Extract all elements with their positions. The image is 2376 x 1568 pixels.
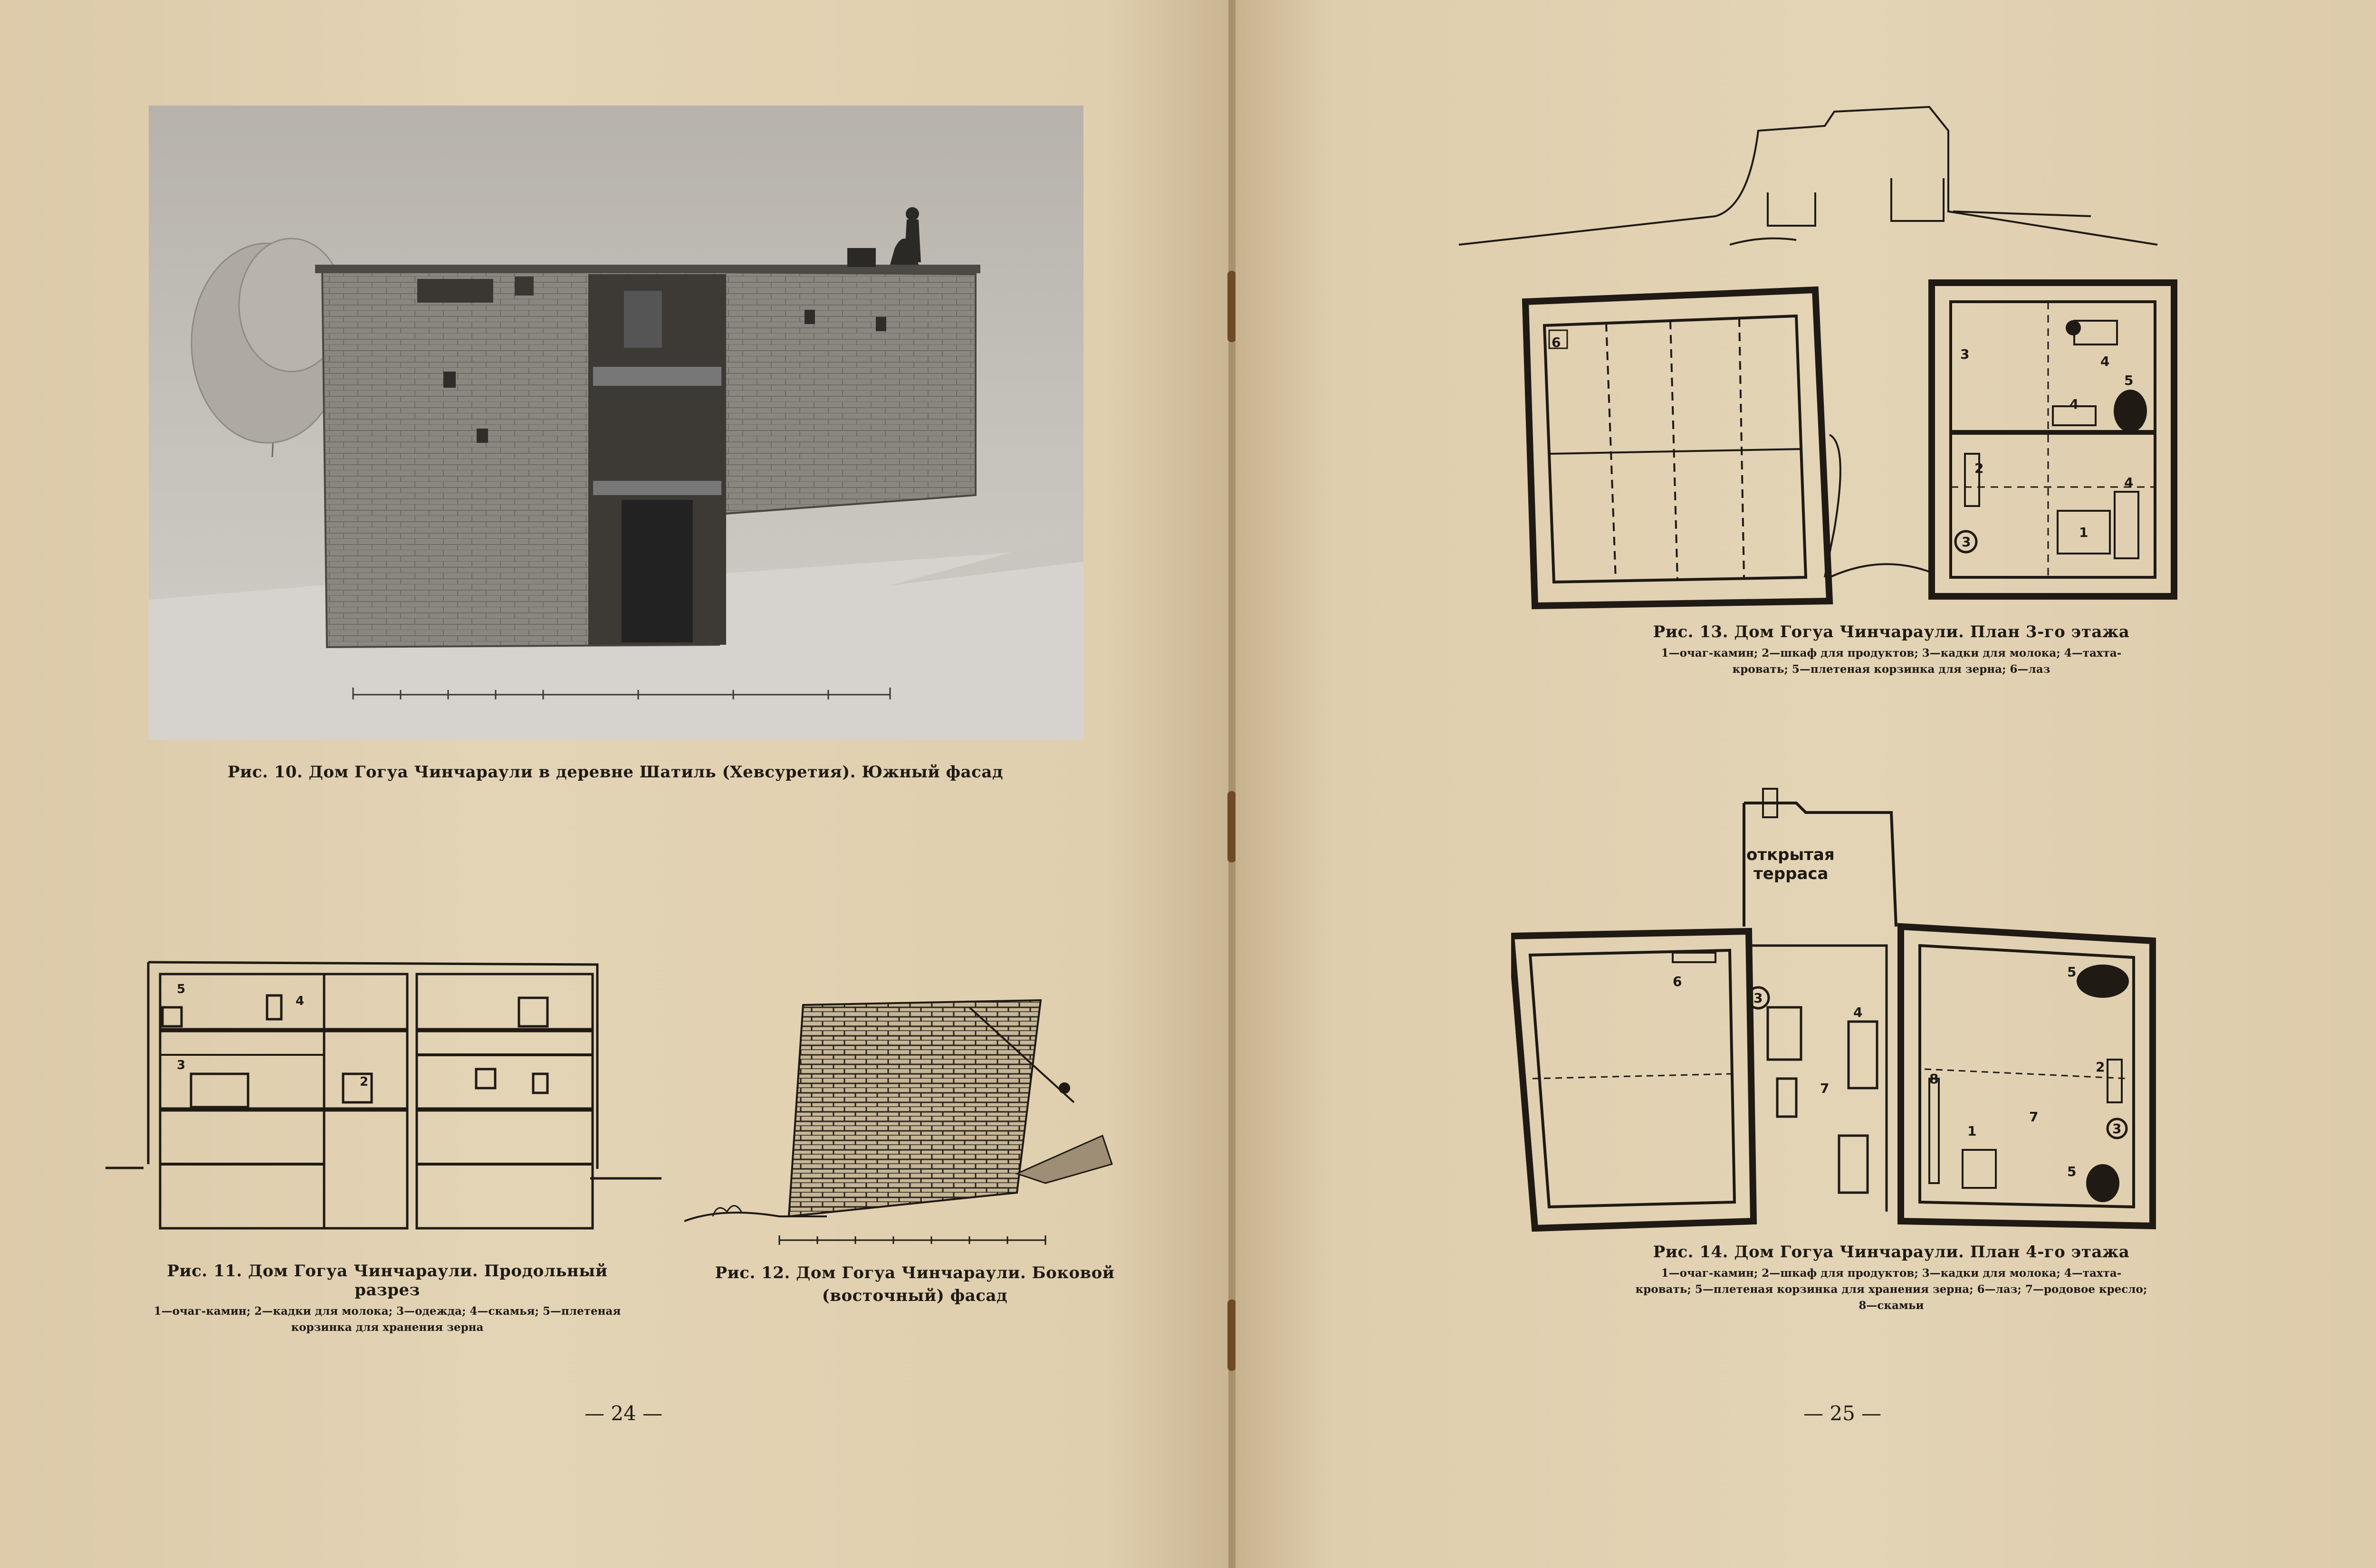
staple-top xyxy=(1227,271,1236,342)
fig11-label-2: 2 xyxy=(360,1075,369,1089)
fig13-label-5: 5 xyxy=(2124,373,2134,388)
fig14-label-1: 1 xyxy=(1967,1123,1977,1139)
fig14-label-4: 4 xyxy=(1853,1004,1863,1020)
fig13-title: Рис. 13. Дом Гогуа Чинчараули. План 3-го этажа xyxy=(1653,622,2130,641)
fig11-title: Рис. 11. Дом Гогуа Чинчараули. Продольный разрез xyxy=(167,1262,608,1300)
staple-bottom xyxy=(1227,1300,1236,1371)
fig13-legend: 1—очаг-камин; 2—шкаф для продуктов; 3—кадки для молока; 4—тахта-кровать; 5—плетеная корзинка для зерна; 6—лаз xyxy=(1661,647,2122,676)
fig14-label-7b: 7 xyxy=(2029,1109,2039,1125)
fig12-east-facade xyxy=(684,993,1131,1250)
fig14-label-2: 2 xyxy=(2096,1059,2105,1075)
fig10-south-facade-image xyxy=(149,105,1083,740)
fig13-third-floor-plan xyxy=(1454,102,2262,615)
fig13-label-4a: 4 xyxy=(2100,354,2110,369)
fig13-label-6: 6 xyxy=(1552,335,1561,350)
fig11-caption xyxy=(138,1262,637,1336)
right-page-number: — 25 — xyxy=(1803,1402,1882,1425)
fig14-terrace-line2: терраса xyxy=(1753,864,1829,883)
fig11-longitudinal-section xyxy=(105,955,661,1231)
fig14-label-5a: 5 xyxy=(2067,964,2077,980)
staple-middle xyxy=(1227,791,1236,862)
fig13-label-4b: 4 xyxy=(2069,396,2079,412)
fig14-caption xyxy=(1559,1243,2224,1314)
fig11-label-3: 3 xyxy=(177,1058,186,1072)
fig11-label-5: 5 xyxy=(177,982,186,996)
fig10-caption: Рис. 10. Дом Гогуа Чинчараули в деревне Шатиль (Хевсуретия). Южный фасад xyxy=(227,763,1004,782)
fig13-label-3b: 3 xyxy=(1962,534,1971,550)
fig14-label-6: 6 xyxy=(1673,974,1682,989)
fig11-legend: 1—очаг-камин; 2—кадки для молока; 3—одежда; 4—скамья; 5—плетеная корзинка для хранения зерна xyxy=(153,1305,621,1334)
fig14-label-8: 8 xyxy=(1929,1071,1939,1087)
fig14-fourth-floor-plan xyxy=(1511,784,2252,1240)
fig14-title: Рис. 14. Дом Гогуа Чинчараули. План 4-го этажа xyxy=(1653,1243,2130,1262)
fig13-label-3a: 3 xyxy=(1960,346,1970,362)
fig13-label-1: 1 xyxy=(2079,525,2089,540)
fig14-legend: 1—очаг-камин; 2—шкаф для продуктов; 3—кадки для молока; 4—тахта-кровать; 5—плетеная корзинка для хранения зерна; 6—лаз; 7—родовое кресло; 8—скамьи xyxy=(1635,1267,2147,1312)
left-page-number: — 24 — xyxy=(584,1402,663,1425)
fig13-caption xyxy=(1559,622,2224,678)
fig14-label-7a: 7 xyxy=(1820,1080,1830,1096)
fig11-label-4: 4 xyxy=(296,994,305,1008)
fig14-label-3b: 3 xyxy=(2112,1121,2122,1137)
right-page xyxy=(1236,0,2376,1568)
fig13-label-4c: 4 xyxy=(2124,475,2134,490)
fig13-label-2: 2 xyxy=(1974,460,1984,476)
fig14-label-5b: 5 xyxy=(2067,1164,2077,1179)
fig14-terrace-line1: открытая xyxy=(1746,845,1835,864)
fig12-caption: Рис. 12. Дом Гогуа Чинчараули. Боковой (восточный) фасад xyxy=(715,1263,1115,1305)
fig14-label-3a: 3 xyxy=(1753,990,1763,1006)
